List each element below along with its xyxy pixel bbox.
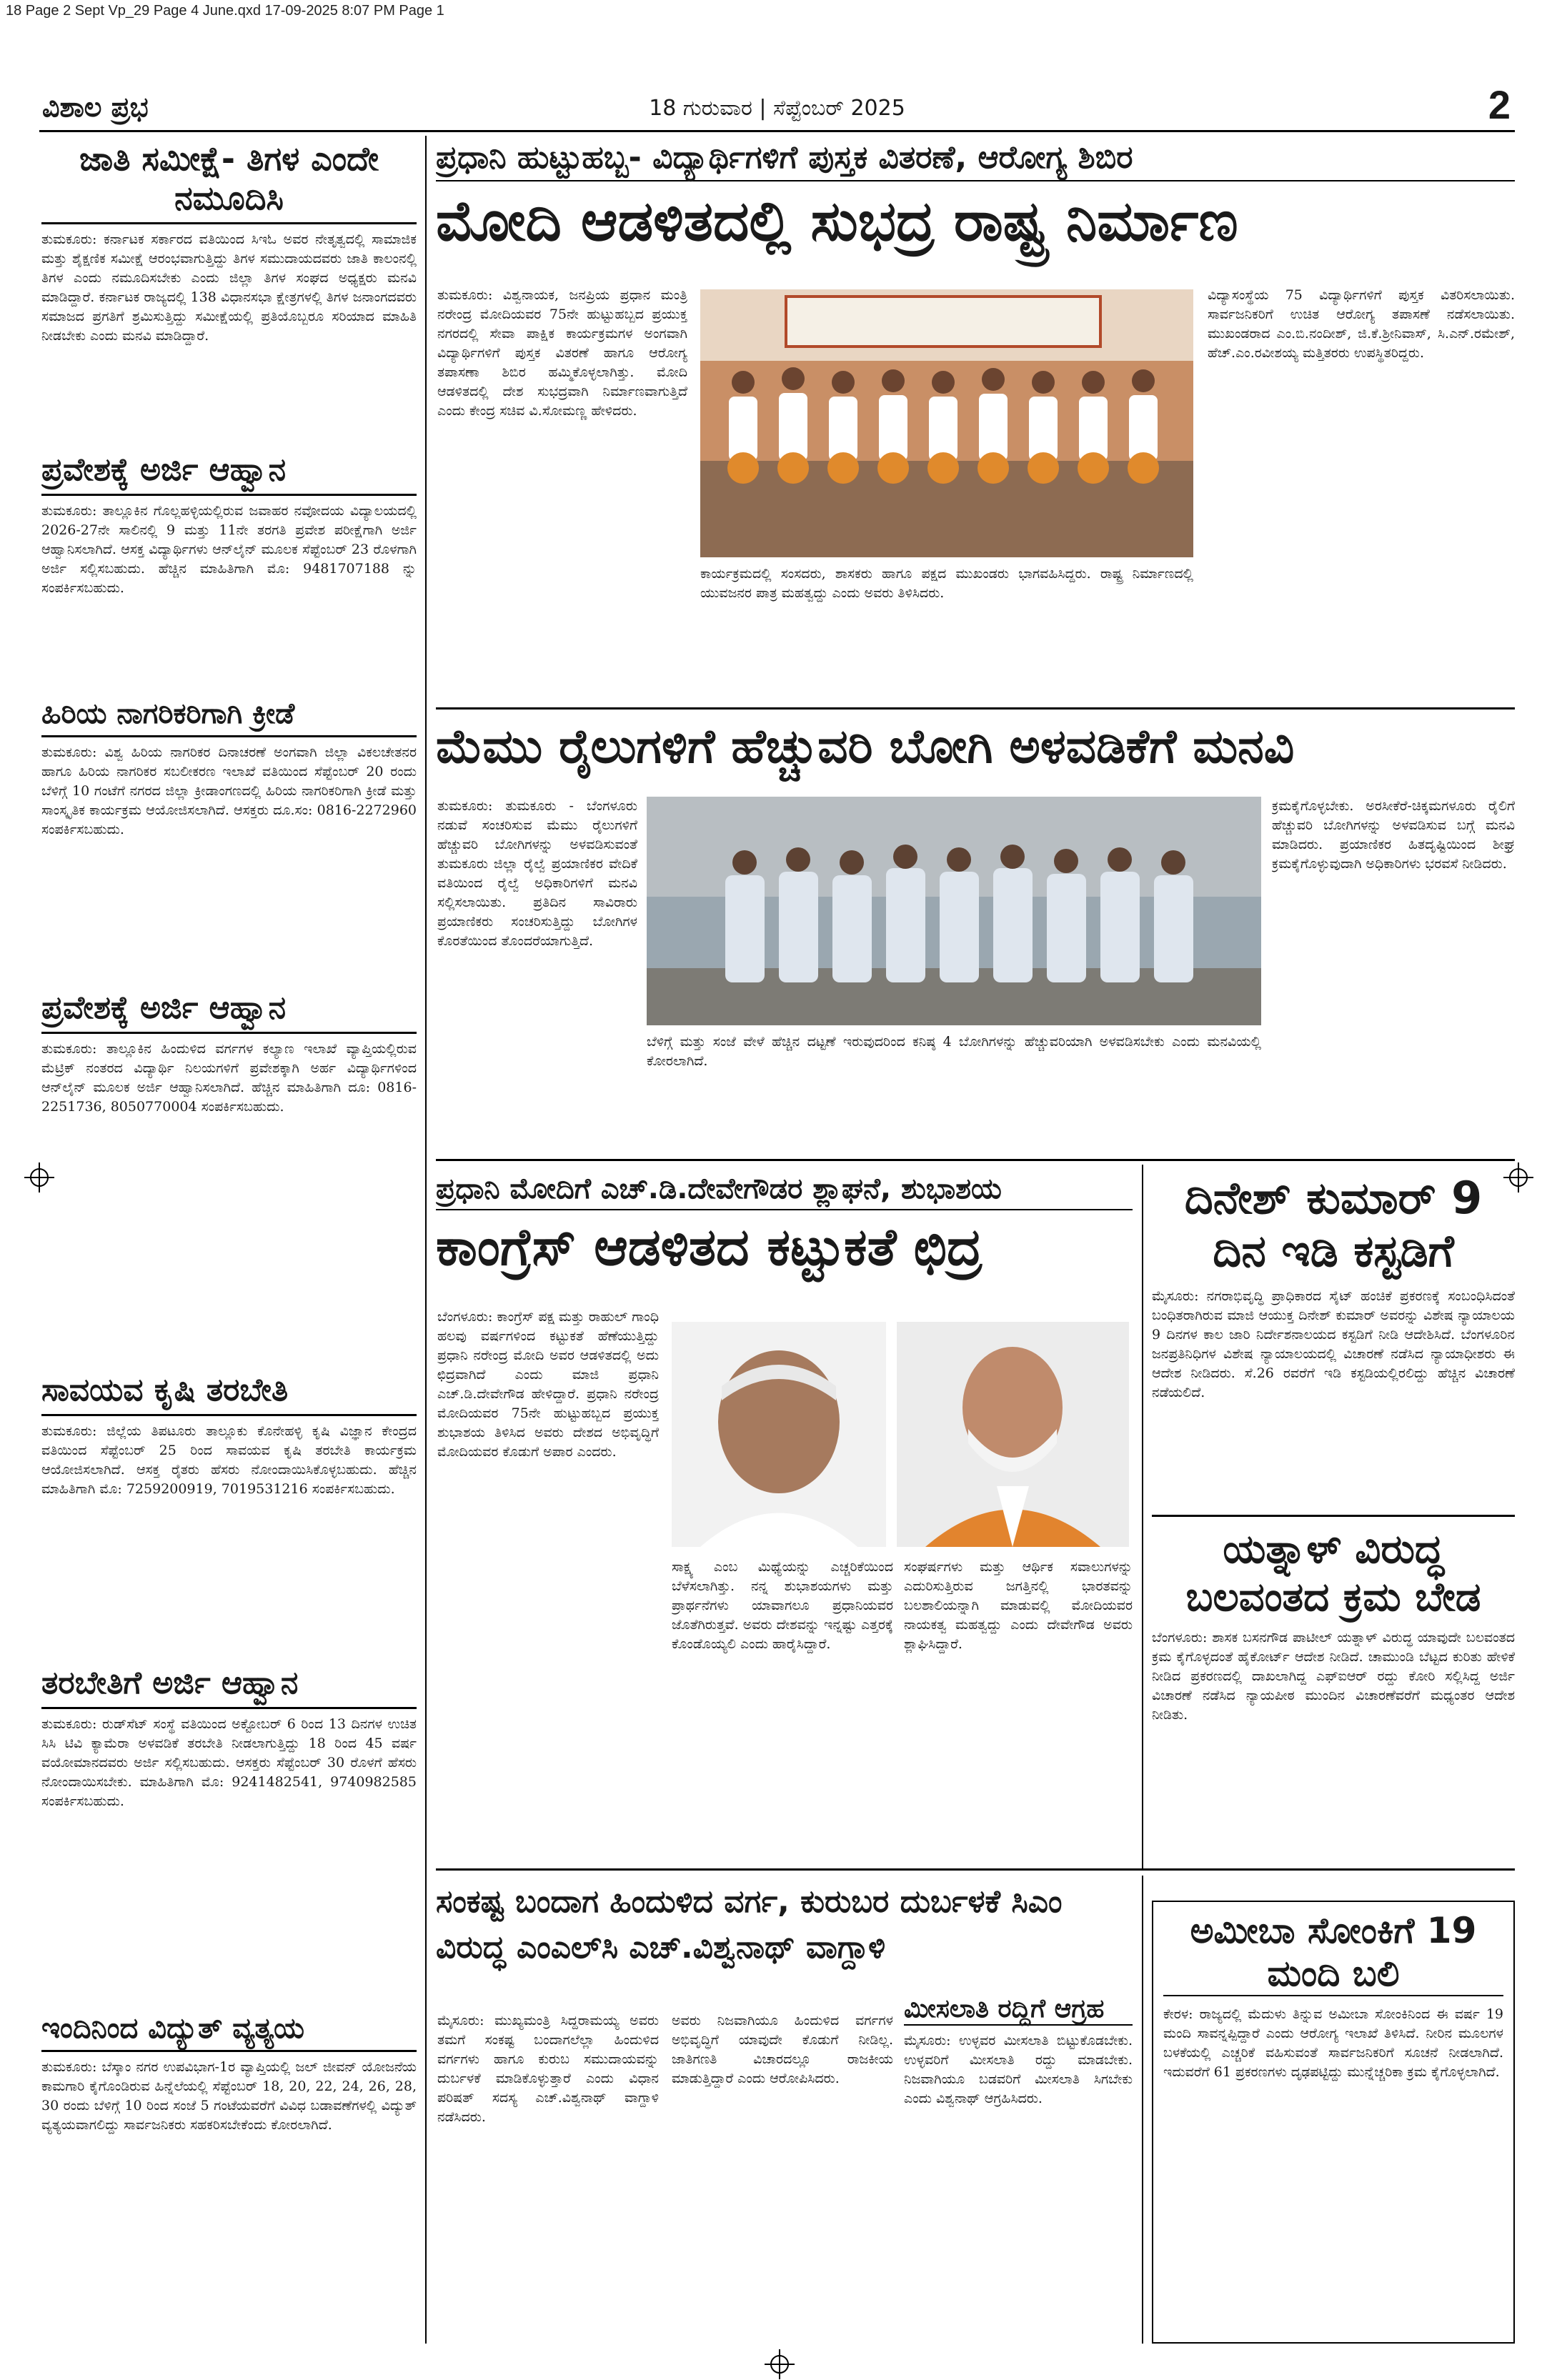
story-body [904,1558,1133,1858]
brief-admission-2 [41,990,417,1361]
story-headline: ಮೋದಿ ಆಡಳಿತದಲ್ಲಿ ಸುಭದ್ರ ರಾಷ್ಟ್ರ ನಿರ್ಮಾಣ [436,189,1238,254]
brief-admission-1 [41,452,417,687]
brief-title: ಹಿರಿಯ ನಾಗರಿಕರಿಗಾಗಿ ಕ್ರೀಡೆ [41,697,417,737]
story-body-text: ಬೆಂಗಳೂರು: ಶಾಸಕ ಬಸನಗೌಡ ಪಾಟೀಲ್ ಯತ್ನಾಳ್ ವಿರುದ್ಧ ಯಾವುದೇ ಬಲವಂತದ ಕ್ರಮ ಕೈಗೊಳ್ಳದಂತೆ ಹೈಕೋರ್ಟ್ ಆದೇಶ ನೀಡಿದೆ. ಚಾಮುಂಡಿ ಬೆಟ್ಟದ ಕುರಿತು ಹೇಳಿಕೆ ನೀಡಿದ ಪ್ರಕರಣದಲ್ಲಿ ದಾಖಲಾಗಿದ್ದ ಎಫ್‌ಐಆರ್ ರದ್ದು ಕೋರಿ ಸಲ್ಲಿಸಿದ್ದ ಅರ್ಜಿ ವಿಚಾರಣೆ ನಡೆಸಿದ ನ್ಯಾಯಪೀಠ ಮುಂದಿನ ವಿಚಾರಣೆವರೆಗೆ ಮಧ್ಯಂತರ ಆದೇಶ ನೀಡಿತು. [1152,1630,1515,1723]
section-rule [436,1868,1515,1871]
story-body [1272,797,1515,1150]
story-headline: ದಿನೇಶ್ ಕುಮಾರ್ 9 ದಿನ ಇಡಿ ಕಸ್ಟಡಿಗೆ [1184,1172,1483,1278]
story-memu-heading [436,718,1515,790]
story-body-text: ವಿದ್ಯಾಸಂಸ್ಥೆಯ 75 ವಿದ್ಯಾರ್ಥಿಗಳಿಗೆ ಪುಸ್ತಕ ವಿತರಿಸಲಾಯಿತು. ಸಾರ್ವಜನಿಕರಿಗೆ ಉಚಿತ ಆರೋಗ್ಯ ತಪಾಸಣೆ ನಡೆಸಲಾಯಿತು. ಮುಖಂಡರಾದ ಎಂ.ಬಿ.ನಂದೀಶ್, ಜಿ.ಕೆ.ಶ್ರೀನಿವಾಸ್, ಸಿ.ಎನ್.ರಮೇಶ್, ಹೆಚ್.ಎಂ.ರವೀಶಯ್ಯ ಮತ್ತಿತರರು ಉಪಸ್ಥಿತರಿದ್ದರು. [1208,287,1515,361]
section-rule [1152,1515,1515,1517]
story-body [647,1032,1261,1150]
story-body-text: ತುಮಕೂರು: ವಿಶ್ವನಾಯಕ, ಜನಪ್ರಿಯ ಪ್ರಧಾನ ಮಂತ್ರಿ ನರೇಂದ್ರ ಮೋದಿಯವರ 75ನೇ ಹುಟ್ಟುಹಬ್ಬದ ಪ್ರಯುಕ್ತ ನಗರದಲ್ಲಿ ಸೇವಾ ಪಾಕ್ಷಿಕ ಕಾರ್ಯಕ್ರಮಗಳ ಅಂಗವಾಗಿ ವಿದ್ಯಾರ್ಥಿಗಳಿಗೆ ಪುಸ್ತಕ ವಿತರಣೆ ಹಾಗೂ ಆರೋಗ್ಯ ತಪಾಸಣಾ ಶಿಬಿರ ಹಮ್ಮಿಕೊಳ್ಳಲಾಗಿತ್ತು. ಮೋದಿ ಆಡಳಿತದಲ್ಲಿ ದೇಶ ಸುಭದ್ರವಾಗಿ ನಿರ್ಮಾಣವಾಗುತ್ತಿದೆ ಎಂದು ಕೇಂದ್ರ ಸಚಿವ ವಿ.ಸೋಮಣ್ಣ ಹೇಳಿದರು. [437,287,687,419]
story-body-text: ಬೆಳಿಗ್ಗೆ ಮತ್ತು ಸಂಜೆ ವೇಳೆ ಹೆಚ್ಚಿನ ದಟ್ಟಣೆ ಇರುವುದರಿಂದ ಕನಿಷ್ಠ 4 ಬೋಗಿಗಳನ್ನು ಹೆಚ್ಚುವರಿಯಾಗಿ ಅಳವಡಿಸಬೇಕು ಎಂದು ಮನವಿಯಲ್ಲಿ ಕೋರಲಾಗಿದೆ. [647,1034,1261,1069]
page-number: 2 [1488,82,1511,127]
brief-body: ತುಮಕೂರು: ಕರ್ನಾಟಕ ಸರ್ಕಾರದ ವತಿಯಿಂದ ಸಿಇಓ ಅವರ ನೇತೃತ್ವದಲ್ಲಿ ಸಾಮಾಜಿಕ ಮತ್ತು ಶೈಕ್ಷಣಿಕ ಸಮೀಕ್ಷೆ ಆರಂಭವಾಗುತ್ತಿದ್ದು ತಿಗಳ ಸಮುದಾಯದವರು ಜಾತಿ ಕಾಲಂನಲ್ಲಿ ತಿಗಳ ಎಂದು ನಮೂದಿಸಬೇಕು ಎಂದು ಜಿಲ್ಲಾ ತಿಗಳ ಸಂಘದ ಅಧ್ಯಕ್ಷರು ಮನವಿ ಮಾಡಿದ್ದಾರೆ. ಕರ್ನಾಟಕ ರಾಜ್ಯದಲ್ಲಿ 138 ವಿಧಾನಸಭಾ ಕ್ಷೇತ್ರಗಳಲ್ಲಿ ತಿಗಳ ಜನಾಂಗದವರು ಸಮಾಜದ ಪ್ರಗತಿಗೆ ಶ್ರಮಿಸುತ್ತಿದ್ದು ಸಮೀಕ್ಷೆಯಲ್ಲಿ ಪ್ರತಿಯೊಬ್ಬರೂ ಸರಿಯಾದ ಮಾಹಿತಿ ನೀಡಬೇಕು ಎಂದು ಮನವಿ ಮಾಡಿದ್ದಾರೆ. [41,231,417,344]
memorandum-photo [647,797,1261,1025]
brief-body: ತುಮಕೂರು: ತಾಲ್ಲೂಕಿನ ಹಿಂದುಳಿದ ವರ್ಗಗಳ ಕಲ್ಯಾಣ ಇಲಾಖೆ ವ್ಯಾಪ್ತಿಯಲ್ಲಿರುವ ಮೆಟ್ರಿಕ್ ನಂತರದ ವಿದ್ಯಾರ್ಥಿ ನಿಲಯಗಳಿಗೆ ಪ್ರವೇಶಕ್ಕಾಗಿ ಅರ್ಹ ವಿದ್ಯಾರ್ಥಿಗಳಿಂದ ಆನ್‌ಲೈನ್ ಮೂಲಕ ಅರ್ಜಿ ಆಹ್ವಾನಿಸಲಾಗಿದೆ. ಹೆಚ್ಚಿನ ಮಾಹಿತಿಗಾಗಿ ದೂ: 0816-2251736, 8050770004 ಸಂಪರ್ಕಿಸಬಹುದು. [41,1040,417,1115]
event-photo [700,289,1193,557]
story-subheadline: ಮೀಸಲಾತಿ ರದ್ದಿಗೆ ಆಗ್ರಹ [904,1993,1133,2026]
brief-title: ತರಬೇತಿಗೆ ಅರ್ಜಿ ಆಹ್ವಾನ [41,1665,417,1709]
brief-organic-farming [41,1372,417,1654]
brief-title: ಇಂದಿನಿಂದ ವಿದ್ಯುತ್ ವ್ಯತ್ಯಯ [41,2011,417,2052]
story-body [437,2011,659,2344]
story-yatnal [1152,1525,1515,1861]
story-headline: ಅಮೀಬಾ ಸೋಂಕಿಗೆ 19 ಮಂದಿ ಬಲಿ [1163,1909,1503,1996]
story-body-text: ಬೆಂಗಳೂರು: ಕಾಂಗ್ರೆಸ್ ಪಕ್ಷ ಮತ್ತು ರಾಹುಲ್ ಗಾಂಧಿ ಹಲವು ವರ್ಷಗಳಿಂದ ಕಟ್ಟುಕತೆ ಹೆಣೆಯುತ್ತಿದ್ದು ಪ್ರಧಾನಿ ನರೇಂದ್ರ ಮೋದಿ ಅವರ ಆಡಳಿತದಲ್ಲಿ ಅದು ಛಿದ್ರವಾಗಿದೆ ಎಂದು ಮಾಜಿ ಪ್ರಧಾನಿ ಎಚ್.ಡಿ.ದೇವೇಗೌಡ ಹೇಳಿದ್ದಾರೆ. ಪ್ರಧಾನಿ ನರೇಂದ್ರ ಮೋದಿಯವರ 75ನೇ ಹುಟ್ಟುಹಬ್ಬದ ಪ್ರಯುಕ್ತ ಶುಭಾಶಯ ತಿಳಿಸಿದ ಅವರು ದೇಶದ ಅಭಿವೃದ್ಧಿಗೆ ಮೋದಿಯವರ ಕೊಡುಗೆ ಅಪಾರ ಎಂದರು. [437,1309,659,1460]
issue-date: 18 ಗುರುವಾರ | ಸೆಪ್ಟೆಂಬರ್ 2025 [649,96,905,121]
print-slug: 18 Page 2 Sept Vp_29 Page 4 June.qxd 17-09-2025 8:07 PM Page 1 [6,3,444,19]
brief-body: ತುಮಕೂರು: ಬೆಸ್ಕಾಂ ನಗರ ಉಪವಿಭಾಗ-1ರ ವ್ಯಾಪ್ತಿಯಲ್ಲಿ ಜಲ್ ಜೀವನ್ ಯೋಜನೆಯ ಕಾಮಗಾರಿ ಕೈಗೊಂಡಿರುವ ಹಿನ್ನೆಲೆಯಲ್ಲಿ ಸೆಪ್ಟೆಂಬರ್ 18, 20, 22, 24, 26, 28, 30 ರಂದು ಬೆಳಿಗ್ಗೆ 10 ರಿಂದ ಸಂಜೆ 5 ಗಂಟೆಯವರೆಗೆ ವಿವಿಧ ಬಡಾವಣೆಗಳಲ್ಲಿ ವಿದ್ಯುತ್ ವ್ಯತ್ಯಯವಾಗಲಿದ್ದು ಸಾರ್ವಜನಿಕರು ಸಹಕರಿಸಬೇಕೆಂದು ಕೋರಲಾಗಿದೆ. [41,2059,417,2133]
brief-body: ತುಮಕೂರು: ವಿಶ್ವ ಹಿರಿಯ ನಾಗರಿಕರ ದಿನಾಚರಣೆ ಅಂಗವಾಗಿ ಜಿಲ್ಲಾ ವಿಕಲಚೇತನರ ಹಾಗೂ ಹಿರಿಯ ನಾಗರಿಕರ ಸಬಲೀಕರಣ ಇಲಾಖೆ ವತಿಯಿಂದ ಸೆಪ್ಟೆಂಬರ್ 20 ರಂದು ಬೆಳಿಗ್ಗೆ 10 ಗಂಟೆಗೆ ನಗರದ ಜಿಲ್ಲಾ ಕ್ರೀಡಾಂಗಣದಲ್ಲಿ ಹಿರಿಯ ನಾಗರಿಕರಿಗಾಗಿ ಕ್ರೀಡೆ ಮತ್ತು ಸಾಂಸ್ಕೃತಿಕ ಕಾರ್ಯಕ್ರಮ ಆಯೋಜಿಸಲಾಗಿದೆ. ಆಸಕ್ತರು ದೂ.ಸಂ: 0816-2272960 ಸಂಪರ್ಕಿಸಬಹುದು. [41,745,417,837]
story-body-text: ಕಾರ್ಯಕ್ರಮದಲ್ಲಿ ಸಂಸದರು, ಶಾಸಕರು ಹಾಗೂ ಪಕ್ಷದ ಮುಖಂಡರು ಭಾಗವಹಿಸಿದ್ದರು. ರಾಷ್ಟ್ರ ನಿರ್ಮಾಣದಲ್ಲಿ ಯುವಜನರ ಪಾತ್ರ ಮಹತ್ವದ್ದು ಎಂದು ಅವರು ತಿಳಿಸಿದರು. [700,566,1193,601]
brief-body: ತುಮಕೂರು: ಜಿಲ್ಲೆಯ ತಿಪಟೂರು ತಾಲ್ಲೂಕು ಕೊನೇಹಳ್ಳಿ ಕೃಷಿ ವಿಜ್ಞಾನ ಕೇಂದ್ರದ ವತಿಯಿಂದ ಸೆಪ್ಟೆಂಬರ್ 25 ರಿಂದ ಸಾವಯವ ಕೃಷಿ ತರಬೇತಿ ಕಾರ್ಯಕ್ರಮ ಆಯೋಜಿಸಲಾಗಿದೆ. ಆಸಕ್ತ ರೈತರು ಹೆಸರು ನೋಂದಾಯಿಸಿಕೊಳ್ಳಬಹುದು. ಹೆಚ್ಚಿನ ಮಾಹಿತಿಗಾಗಿ ಮೊ: 7259200919, 7019531216 ಸಂಪರ್ಕಿಸಬಹುದು. [41,1423,417,1497]
brief-caste-survey [41,139,417,443]
brief-title: ಜಾತಿ ಸಮೀಕ್ಷೆ- ತಿಗಳ ಎಂದೇ ನಮೂದಿಸಿ [41,139,417,224]
story-headline: ಸಂಕಷ್ಟ ಬಂದಾಗ ಹಿಂದುಳಿದ ವರ್ಗ, ಕುರುಬರ ದುರ್ಬಳಕೆ ಸಿಎಂ ವಿರುದ್ಧ ಎಂಎಲ್‌ಸಿ ಎಚ್.ವಿಶ್ವನಾಥ್ ವಾಗ್ದಾಳಿ [436,1883,1063,1966]
brief-power-cut [41,2011,417,2344]
devegowda-portrait [672,1322,886,1547]
story-body [437,286,687,700]
brief-training [41,1665,417,2001]
story-body [700,564,1193,700]
story-body-text: ಸಂಘರ್ಷಗಳು ಮತ್ತು ಆರ್ಥಿಕ ಸವಾಲುಗಳನ್ನು ಎದುರಿಸುತ್ತಿರುವ ಜಗತ್ತಿನಲ್ಲಿ ಭಾರತವನ್ನು ಬಲಶಾಲಿಯನ್ನಾಗಿ ಮಾಡುವಲ್ಲಿ ಮೋದಿಯವರ ನಾಯಕತ್ವ ಮಹತ್ವದ್ದು ಎಂದು ದೇವೇಗೌಡ ಅವರು ಶ್ಲಾಘಿಸಿದ್ದಾರೆ. [904,1559,1133,1652]
column-divider [425,136,427,2344]
story-body-text: ಮೈಸೂರು: ಉಳ್ಳವರ ಮೀಸಲಾತಿ ಬಿಟ್ಟುಕೊಡಬೇಕು. ಉಳ್ಳವರಿಗೆ ಮೀಸಲಾತಿ ರದ್ದು ಮಾಡಬೇಕು. ನಿಜವಾಗಿಯೂ ಬಡವರಿಗೆ ಮೀಸಲಾತಿ ಸಿಗಬೇಕು ಎಂದು ವಿಶ್ವನಾಥ್ ಆಗ್ರಹಿಸಿದರು. [904,2033,1133,2107]
column-divider [1142,1876,1143,2344]
story-reservation [904,1993,1133,2344]
story-body [437,797,637,1150]
story-headline: ಕಾಂಗ್ರೆಸ್ ಆಡಳಿತದ ಕಟ್ಟುಕತೆ ಛಿದ್ರ [436,1217,983,1277]
paper-name: ವಿಶಾಲ ಪ್ರಭ [42,91,149,123]
section-rule [436,1159,1515,1161]
brief-title: ಸಾವಯವ ಕೃಷಿ ತರಬೇತಿ [41,1372,417,1416]
masthead [39,82,1515,132]
story-modi-birthday-heading [436,139,1515,268]
story-dinesh-kumar [1152,1172,1515,1508]
column-divider [1142,1165,1143,1868]
story-body-text: ಮೈಸೂರು: ಮುಖ್ಯಮಂತ್ರಿ ಸಿದ್ದರಾಮಯ್ಯ ಅವರು ತಮಗೆ ಸಂಕಷ್ಟ ಬಂದಾಗಲೆಲ್ಲಾ ಹಿಂದುಳಿದ ವರ್ಗಗಳು ಹಾಗೂ ಕುರುಬ ಸಮುದಾಯವನ್ನು ದುರ್ಬಳಕೆ ಮಾಡಿಕೊಳ್ಳುತ್ತಾರೆ ಎಂದು ವಿಧಾನ ಪರಿಷತ್ ಸದಸ್ಯ ಎಚ್.ವಿಶ್ವನಾಥ್ ವಾಗ್ದಾಳಿ ನಡೆಸಿದರು. [437,2013,659,2125]
story-body [672,2011,893,2344]
story-amoeba [1152,1901,1515,2344]
story-body-text: ಸಾಕ್ಷ್ಯ ಎಂಬ ಮಿಥ್ಯೆಯನ್ನು ಎಚ್ಚರಿಕೆಯಿಂದ ಬೆಳೆಸಲಾಗಿತ್ತು. ನನ್ನ ಶುಭಾಶಯಗಳು ಮತ್ತು ಪ್ರಾರ್ಥನೆಗಳು ಯಾವಾಗಲೂ ಪ್ರಧಾನಿಯವರ ಜೊತೆಗಿರುತ್ತವೆ. ಅವರು ದೇಶವನ್ನು ಇನ್ನಷ್ಟು ಎತ್ತರಕ್ಕೆ ಕೊಂಡೊಯ್ಯಲಿ ಎಂದು ಹಾರೈಸಿದ್ದಾರೆ. [672,1559,893,1652]
story-vishwanath-heading [436,1879,1133,2004]
story-kicker: ಪ್ರಧಾನಿ ಮೋದಿಗೆ ಎಚ್.ಡಿ.ದೇವೇಗೌಡರ ಶ್ಲಾಘನೆ, ಶುಭಾಶಯ [436,1172,1133,1210]
story-body [672,1558,893,1858]
story-devegowda-heading [436,1172,1133,1293]
story-body-text: ತುಮಕೂರು: ತುಮಕೂರು - ಬೆಂಗಳೂರು ನಡುವೆ ಸಂಚರಿಸುವ ಮೆಮು ರೈಲುಗಳಿಗೆ ಹೆಚ್ಚುವರಿ ಬೋಗಿಗಳನ್ನು ಅಳವಡಿಸುವಂತೆ ತುಮಕೂರು ಜಿಲ್ಲಾ ರೈಲ್ವೆ ಪ್ರಯಾಣಿಕರ ವೇದಿಕೆ ವತಿಯಿಂದ ರೈಲ್ವೆ ಅಧಿಕಾರಿಗಳಿಗೆ ಮನವಿ ಸಲ್ಲಿಸಲಾಯಿತು. ಪ್ರತಿದಿನ ಸಾವಿರಾರು ಪ್ರಯಾಣಿಕರು ಸಂಚರಿಸುತ್ತಿದ್ದು ಬೋಗಿಗಳ ಕೊರತೆಯಿಂದ ತೊಂದರೆಯಾಗುತ್ತಿದೆ. [437,798,637,949]
story-body-text: ಕೇರಳ: ರಾಜ್ಯದಲ್ಲಿ ಮೆದುಳು ತಿನ್ನುವ ಅಮೀಬಾ ಸೋಂಕಿನಿಂದ ಈ ವರ್ಷ 19 ಮಂದಿ ಸಾವನ್ನಪ್ಪಿದ್ದಾರೆ ಎಂದು ಆರೋಗ್ಯ ಇಲಾಖೆ ತಿಳಿಸಿದೆ. ನೀರಿನ ಮೂಲಗಳ ಬಳಕೆಯಲ್ಲಿ ಎಚ್ಚರಿಕೆ ವಹಿಸುವಂತೆ ಸಾರ್ವಜನಿಕರಿಗೆ ಸೂಚನೆ ನೀಡಲಾಗಿದೆ. ಇದುವರೆಗೆ 61 ಪ್ರಕರಣಗಳು ದೃಢಪಟ್ಟಿದ್ದು ಮುನ್ನೆಚ್ಚರಿಕಾ ಕ್ರಮ ಕೈಗೊಳ್ಳಲಾಗಿದೆ. [1163,2006,1503,2080]
brief-body: ತುಮಕೂರು: ರುಡ್‌ಸೆಟ್ ಸಂಸ್ಥೆ ವತಿಯಿಂದ ಅಕ್ಟೋಬರ್ 6 ರಿಂದ 13 ದಿನಗಳ ಉಚಿತ ಸಿಸಿ ಟಿವಿ ಕ್ಯಾಮೆರಾ ಅಳವಡಿಕೆ ತರಬೇತಿ ನೀಡಲಾಗುತ್ತಿದ್ದು 18 ರಿಂದ 45 ವರ್ಷ ವಯೋಮಾನದವರು ಅರ್ಜಿ ಸಲ್ಲಿಸಬಹುದು. ಆಸಕ್ತರು ಸೆಪ್ಟೆಂಬರ್ 30 ರೊಳಗೆ ಹೆಸರು ನೋಂದಾಯಿಸಬೇಕು. ಮಾಹಿತಿಗಾಗಿ ಮೊ: 9241482541, 9740982585 ಸಂಪರ್ಕಿಸಬಹುದು. [41,1716,417,1809]
story-body [437,1308,659,1858]
story-body-text: ಮೈಸೂರು: ನಗರಾಭಿವೃದ್ಧಿ ಪ್ರಾಧಿಕಾರದ ಸೈಟ್ ಹಂಚಿಕೆ ಪ್ರಕರಣಕ್ಕೆ ಸಂಬಂಧಿಸಿದಂತೆ ಬಂಧಿತರಾಗಿರುವ ಮಾಜಿ ಆಯುಕ್ತ ದಿನೇಶ್ ಕುಮಾರ್ ಅವರನ್ನು ವಿಶೇಷ ನ್ಯಾಯಾಲಯ 9 ದಿನಗಳ ಕಾಲ ಜಾರಿ ನಿರ್ದೇಶನಾಲಯದ ಕಸ್ಟಡಿಗೆ ನೀಡಿ ಆದೇಶಿಸಿದೆ. ಬೆಂಗಳೂರಿನ ಜನಪ್ರತಿನಿಧಿಗಳ ವಿಶೇಷ ನ್ಯಾಯಾಲಯದಲ್ಲಿ ವಿಚಾರಣೆ ನಡೆಸಿದ ನ್ಯಾಯಾಧೀಶರು ಈ ಆದೇಶ ನೀಡಿದರು. ಸೆ.26 ರವರೆಗೆ ಇಡಿ ಕಸ್ಟಡಿಯಲ್ಲಿರಲಿದ್ದು ಹೆಚ್ಚಿನ ವಿಚಾರಣೆ ನಡೆಯಲಿದೆ. [1152,1288,1515,1400]
story-body-text: ಕ್ರಮಕೈಗೊಳ್ಳಬೇಕು. ಅರಸೀಕೆರೆ-ಚಿಕ್ಕಮಗಳೂರು ರೈಲಿಗೆ ಹೆಚ್ಚುವರಿ ಬೋಗಿಗಳನ್ನು ಅಳವಡಿಸುವ ಬಗ್ಗೆ ಮನವಿ ಮಾಡಿದರು. ಪ್ರಯಾಣಿಕರ ಹಿತದೃಷ್ಟಿಯಿಂದ ಶೀಘ್ರ ಕ್ರಮಕೈಗೊಳ್ಳುವುದಾಗಿ ಅಧಿಕಾರಿಗಳು ಭರವಸೆ ನೀಡಿದರು. [1272,798,1515,872]
story-body-text: ಅವರು ನಿಜವಾಗಿಯೂ ಹಿಂದುಳಿದ ವರ್ಗಗಳ ಅಭಿವೃದ್ಧಿಗೆ ಯಾವುದೇ ಕೊಡುಗೆ ನೀಡಿಲ್ಲ. ಜಾತಿಗಣತಿ ವಿಚಾರದಲ್ಲೂ ರಾಜಕೀಯ ಮಾಡುತ್ತಿದ್ದಾರೆ ಎಂದು ಆರೋಪಿಸಿದರು. [672,2013,893,2086]
brief-title: ಪ್ರವೇಶಕ್ಕೆ ಅರ್ಜಿ ಆಹ್ವಾನ [41,452,417,496]
story-headline: ಮೆಮು ರೈಲುಗಳಿಗೆ ಹೆಚ್ಚುವರಿ ಬೋಗಿ ಅಳವಡಿಕೆಗೆ ಮನವಿ [436,719,1295,774]
story-headline: ಯತ್ನಾಳ್ ವಿರುದ್ಧ ಬಲವಂತದ ಕ್ರಮ ಬೇಡ [1185,1526,1481,1621]
brief-title: ಪ್ರವೇಶಕ್ಕೆ ಅರ್ಜಿ ಆಹ್ವಾನ [41,990,417,1034]
modi-portrait [897,1322,1129,1547]
story-kicker: ಪ್ರಧಾನಿ ಹುಟ್ಟುಹಬ್ಬ- ವಿದ್ಯಾರ್ಥಿಗಳಿಗೆ ಪುಸ್ತಕ ವಿತರಣೆ, ಆರೋಗ್ಯ ಶಿಬಿರ [436,139,1515,181]
section-rule [436,707,1515,709]
story-body [1208,286,1515,700]
brief-body: ತುಮಕೂರು: ತಾಲ್ಲೂಕಿನ ಗೊಲ್ಲಹಳ್ಳಿಯಲ್ಲಿರುವ ಜವಾಹರ ನವೋದಯ ವಿದ್ಯಾಲಯದಲ್ಲಿ 2026-27ನೇ ಸಾಲಿನಲ್ಲಿ 9 ಮತ್ತು 11ನೇ ತರಗತಿ ಪ್ರವೇಶ ಪರೀಕ್ಷೆಗಾಗಿ ಅರ್ಜಿ ಆಹ್ವಾನಿಸಲಾಗಿದೆ. ಆಸಕ್ತ ವಿದ್ಯಾರ್ಥಿಗಳು ಆನ್‌ಲೈನ್ ಮೂಲಕ ಸೆಪ್ಟೆಂಬರ್ 23 ರೊಳಗಾಗಿ ಅರ್ಜಿ ಸಲ್ಲಿಸಬಹುದು. ಹೆಚ್ಚಿನ ಮಾಹಿತಿಗಾಗಿ ಮೊ: 9481707188 ನ್ನು ಸಂಪರ್ಕಿಸಬಹುದು. [41,502,417,596]
registration-mark-icon [770,2355,789,2374]
brief-senior-sports [41,697,417,979]
